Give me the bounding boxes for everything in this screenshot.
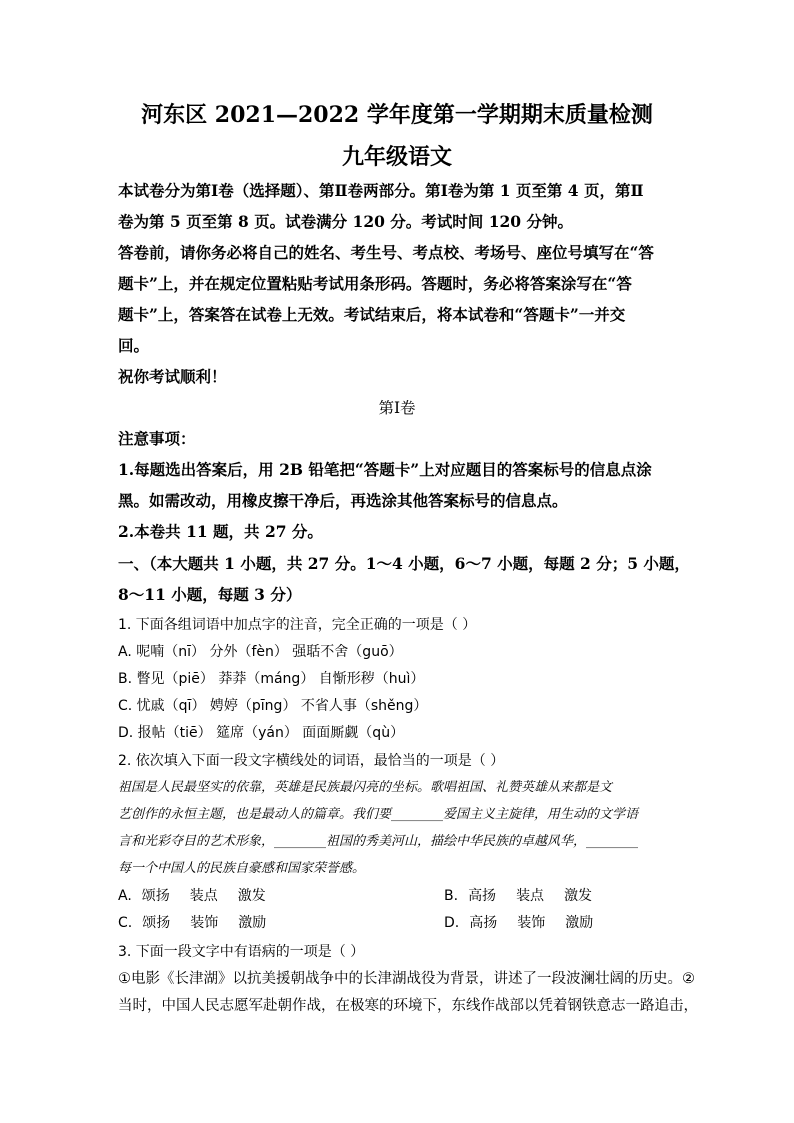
notes-title: 注意事项： [118, 429, 196, 448]
part-heading: 8～11 小题，每题 3 分） [118, 585, 302, 604]
question-2-stem: 2. 依次填入下面一段文字横线处的词语，最恰当的一项是（ ） [118, 753, 505, 769]
exam-title: 河东区 2021—2022 学年度第一学期期末质量检测 [141, 102, 653, 128]
question-1-stem: 1. 下面各组词语中加点字的注音，完全正确的一项是（ ） [118, 617, 477, 633]
intro-line: 题卡”上，并在规定位置粘贴考试用条形码。答题时，务必将答案涂写在“答 [118, 274, 632, 293]
option-word: 装饰 [517, 915, 546, 931]
option-letter: A. [118, 888, 132, 904]
intro-line: 题卡”上，答案答在试卷上无效。考试结束后，将本试卷和“答题卡”一并交 [118, 305, 626, 324]
option-word: 装饰 [190, 915, 219, 931]
option-word: 颂扬 [141, 888, 170, 904]
question-2-passage-line: 言和光彩夺目的艺术形象，________祖国的秀美河山，描绘中华民族的卓越风华，________ [118, 834, 639, 849]
option-word: 激励 [238, 915, 267, 931]
note-line: 1.每题选出答案后，用 2B 铅笔把“答题卡”上对应题目的答案标号的信息点涂 [118, 460, 652, 479]
question-2-passage-line: 每一个中国人的民族自豪感和国家荣誉感。 [118, 861, 366, 876]
option-letter: D. [444, 915, 460, 931]
option-letter: C. [118, 915, 133, 931]
question-1-option: C. 忧戚（qī） 娉婷（pīng） 不省人事（shěng） [118, 698, 428, 714]
question-1-option: A. 呢喃（nī） 分外（fèn） 强聒不舍（guō） [118, 644, 403, 660]
option-letter: B. [444, 888, 459, 904]
part-heading: 一、（本大题共 1 小题，共 27 分。1～4 小题，6～7 小题，每题 2 分；5 小题， [118, 554, 690, 573]
question-3-line: 当时，中国人民志愿军赴朝作战，在极寒的环境下，东线作战部以凭着钢铁意志一路追击， [118, 998, 698, 1014]
question-1-option: B. 瞥见（piē） 莽莽（máng） 自惭形秽（huì） [118, 671, 425, 687]
section-heading: 第Ⅰ卷 [378, 399, 416, 417]
option-word: 装点 [516, 888, 545, 904]
intro-line: 回。 [118, 336, 150, 355]
question-2-option-c [118, 913, 286, 933]
question-2-option-d [444, 913, 613, 933]
intro-line: 答卷前，请你务必将自己的姓名、考生号、考点校、考场号、座位号填写在“答 [118, 243, 654, 262]
option-word: 高扬 [469, 915, 498, 931]
question-2-passage-line: 祖国是人民最坚实的依靠，英雄是民族最闪亮的坐标。歌唱祖国、礼赞英雄从来都是文 [118, 780, 613, 795]
question-2-option-b [444, 886, 612, 906]
good-luck-line: 祝你考试顺利！ [118, 367, 227, 386]
question-3-stem: 3. 下面一段文字中有语病的一项是（ ） [118, 944, 365, 960]
intro-line: 本试卷分为第Ⅰ卷（选择题）、第Ⅱ卷两部分。第Ⅰ卷为第 1 页至第 4 页，第Ⅱ [118, 181, 644, 200]
option-word: 激励 [565, 915, 594, 931]
intro-line: 卷为第 5 页至第 8 页。试卷满分 120 分。考试时间 120 分钟。 [118, 212, 573, 231]
option-word: 装点 [189, 888, 218, 904]
option-word: 激发 [237, 888, 266, 904]
question-3-line: ①电影《长津湖》以抗美援朝战争中的长津湖战役为背景，讲述了一段波澜壮阔的历史。② [118, 971, 695, 987]
note-line: 2.本卷共 11 题，共 27 分。 [118, 522, 323, 541]
exam-subtitle: 九年级语文 [341, 144, 452, 170]
question-2-passage-line: 艺创作的永恒主题，也是最动人的篇章。我们要________爱国主义主旋律，用生动的文学语 [118, 807, 639, 822]
option-word: 激发 [564, 888, 593, 904]
note-line: 黑。如需改动，用橡皮擦干净后，再选涂其他答案标号的信息点。 [118, 491, 568, 510]
option-word: 颂扬 [142, 915, 171, 931]
question-1-option: D. 报帖（tiē） 筵席（yán） 面面厮觑（qù） [118, 725, 405, 741]
option-word: 高扬 [468, 888, 497, 904]
question-2-option-a [118, 886, 286, 906]
